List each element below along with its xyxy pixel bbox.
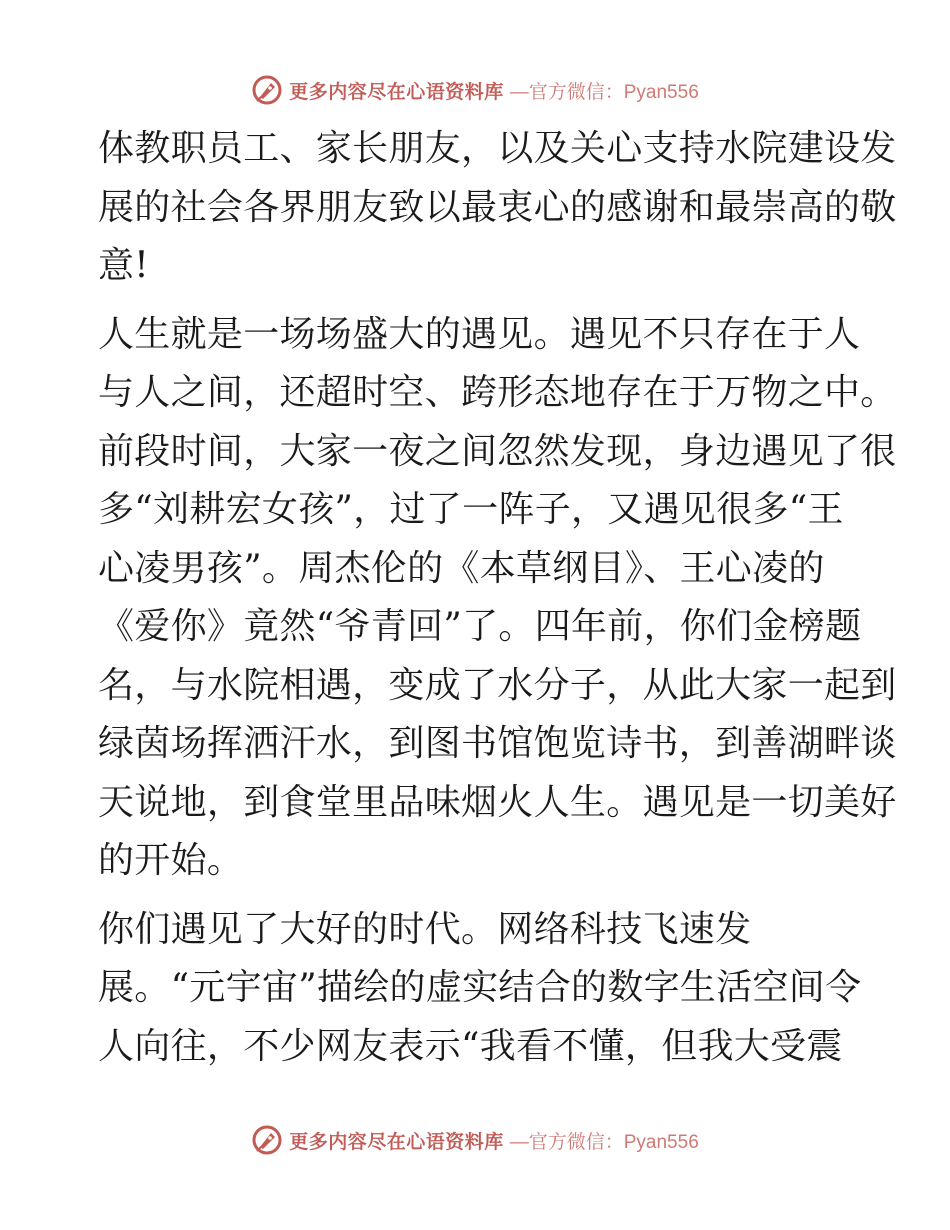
- text-line: 意!: [98, 245, 150, 286]
- paragraph-1: [98, 120, 897, 296]
- text-line: 人生就是一场场盛大的遇见。遇见不只存在于人: [98, 313, 861, 355]
- header-watermark: [0, 70, 950, 110]
- paragraph-2: [98, 306, 897, 891]
- watermark-main-text: 更多内容尽在心语资料库: [289, 80, 504, 103]
- text-line: 展。“元宇宙”描绘的虚实结合的数字生活空间令: [98, 967, 862, 1008]
- text-line: 心凌男孩”。周杰伦的《本草纲目》、王心凌的: [98, 547, 825, 589]
- watermark-main-text: 更多内容尽在心语资料库: [289, 1130, 504, 1153]
- document-body: [98, 120, 897, 1076]
- text-line: 展的社会各界朋友致以最衷心的感谢和最崇高的敬: [98, 186, 897, 228]
- watermark-sub-text: —官方微信：Pyan556: [509, 1131, 699, 1153]
- text-line: 的开始。: [98, 840, 244, 881]
- text-line: 天说地，到食堂里品味烟火人生。遇见是一切美好: [98, 781, 897, 823]
- paragraph-3: [98, 901, 862, 1077]
- text-line: 名，与水院相遇，变成了水分子，从此大家一起到: [98, 664, 897, 706]
- text-line: 前段时间，大家一夜之间忽然发现，身边遇见了很: [98, 430, 897, 472]
- pen-nib-circle-logo-icon: [251, 1124, 283, 1156]
- text-line: 多“刘耕宏女孩”，过了一阵子，又遇见很多“王: [98, 489, 844, 530]
- text-line: 绿茵场挥洒汗水，到图书馆饱览诗书，到善湖畔谈: [98, 723, 897, 764]
- text-line: 人向往，不少网友表示“我看不懂，但我大受震: [98, 1025, 843, 1067]
- text-line: 与人之间，还超时空、跨形态地存在于万物之中。: [98, 372, 897, 413]
- text-line: 《爱你》竟然“爷青回”了。四年前，你们金榜题: [98, 606, 862, 647]
- text-line: 体教职员工、家长朋友，以及关心支持水院建设发: [98, 128, 897, 169]
- footer-watermark: [0, 1120, 950, 1160]
- text-line: 你们遇见了大好的时代。网络科技飞速发: [98, 908, 752, 950]
- watermark-sub-text: —官方微信：Pyan556: [509, 81, 699, 103]
- pen-nib-circle-logo-icon: [251, 74, 283, 106]
